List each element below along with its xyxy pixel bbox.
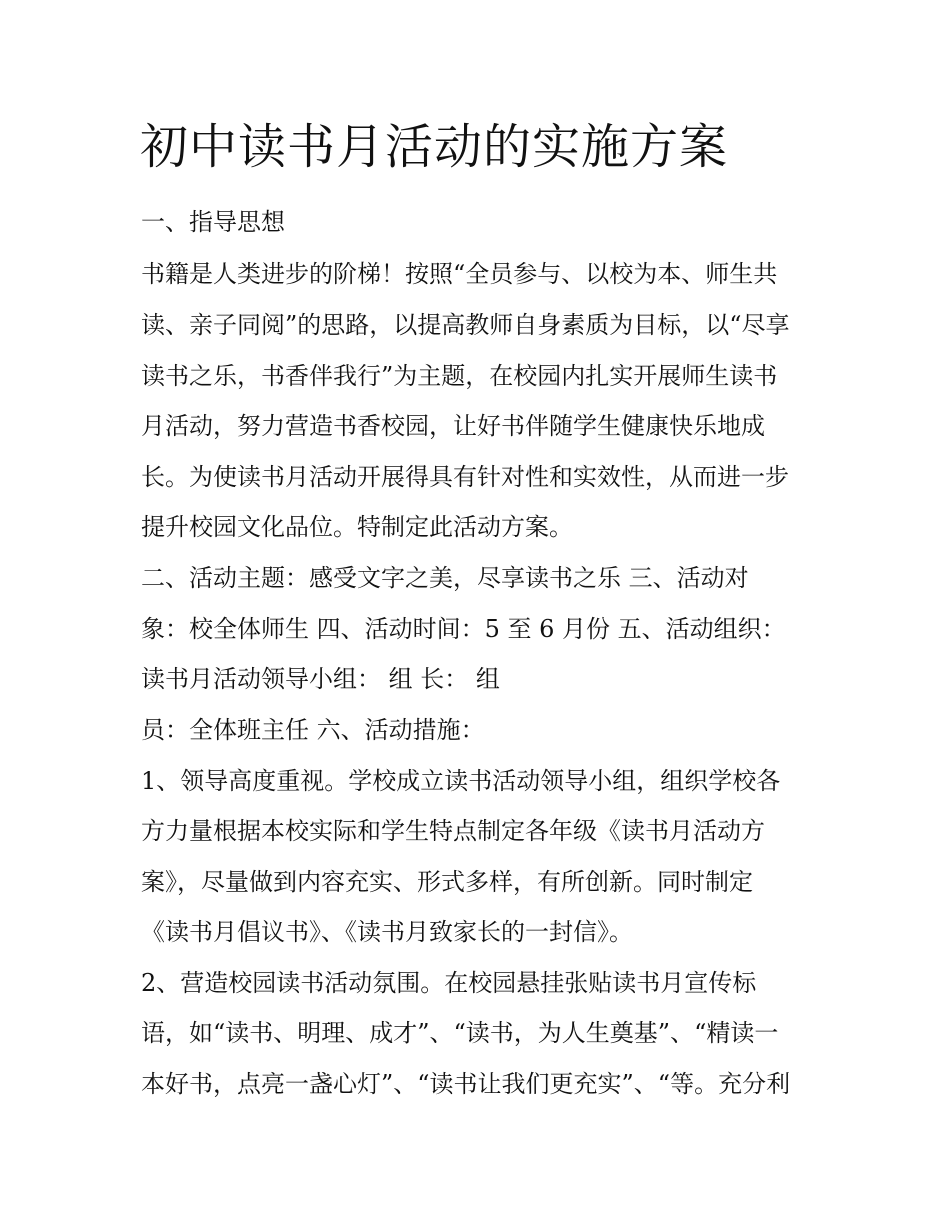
body-line: 提升校园文化品位。特制定此活动方案。 xyxy=(141,513,573,541)
body-line: 本好书，点亮一盏心灯”、“读书让我们更充实”、“等。充分利 xyxy=(141,1070,791,1098)
body-line: 读、亲子同阅”的思路，以提高教师自身素质为目标，以“尽享 xyxy=(141,311,790,339)
section-heading-guiding-thought: 一、指导思想 xyxy=(141,208,285,236)
body-line: 1、领导高度重视。学校成立读书活动领导小组，组织学校各 xyxy=(141,767,781,795)
body-line: 《读书月倡议书》、《读书月致家长的一封信》。 xyxy=(141,918,633,946)
body-line: 读书月活动领导小组： 组 长： 组 xyxy=(141,665,500,693)
body-line: 案》，尽量做到内容充实、形式多样，有所创新。同时制定 xyxy=(141,868,753,896)
body-line: 语，如“读书、明理、成才”、“读书，为人生奠基”、“精读一 xyxy=(141,1019,779,1047)
body-line: 长。为使读书月活动开展得具有针对性和实效性，从而进一步 xyxy=(141,463,789,491)
body-line: 月活动，努力营造书香校园，让好书伴随学生健康快乐地成 xyxy=(141,412,765,440)
body-line: 方力量根据本校实际和学生特点制定各年级《读书月活动方 xyxy=(141,817,765,845)
body-line: 象：校全体师生 四、活动时间：5 至 6 月份 五、活动组织： xyxy=(141,615,786,643)
body-line: 读书之乐，书香伴我行”为主题，在校园内扎实开展师生读书 xyxy=(141,362,778,390)
document-title: 初中读书月活动的实施方案 xyxy=(140,119,729,175)
body-line: 2、营造校园读书活动氛围。在校园悬挂张贴读书月宣传标 xyxy=(141,969,757,997)
body-line: 二、活动主题：感受文字之美，尽享读书之乐 三、活动对 xyxy=(141,564,749,592)
body-line: 书籍是人类进步的阶梯！按照“全员参与、以校为本、师生共 xyxy=(141,260,778,288)
body-line: 员：全体班主任 六、活动措施： xyxy=(141,716,485,744)
